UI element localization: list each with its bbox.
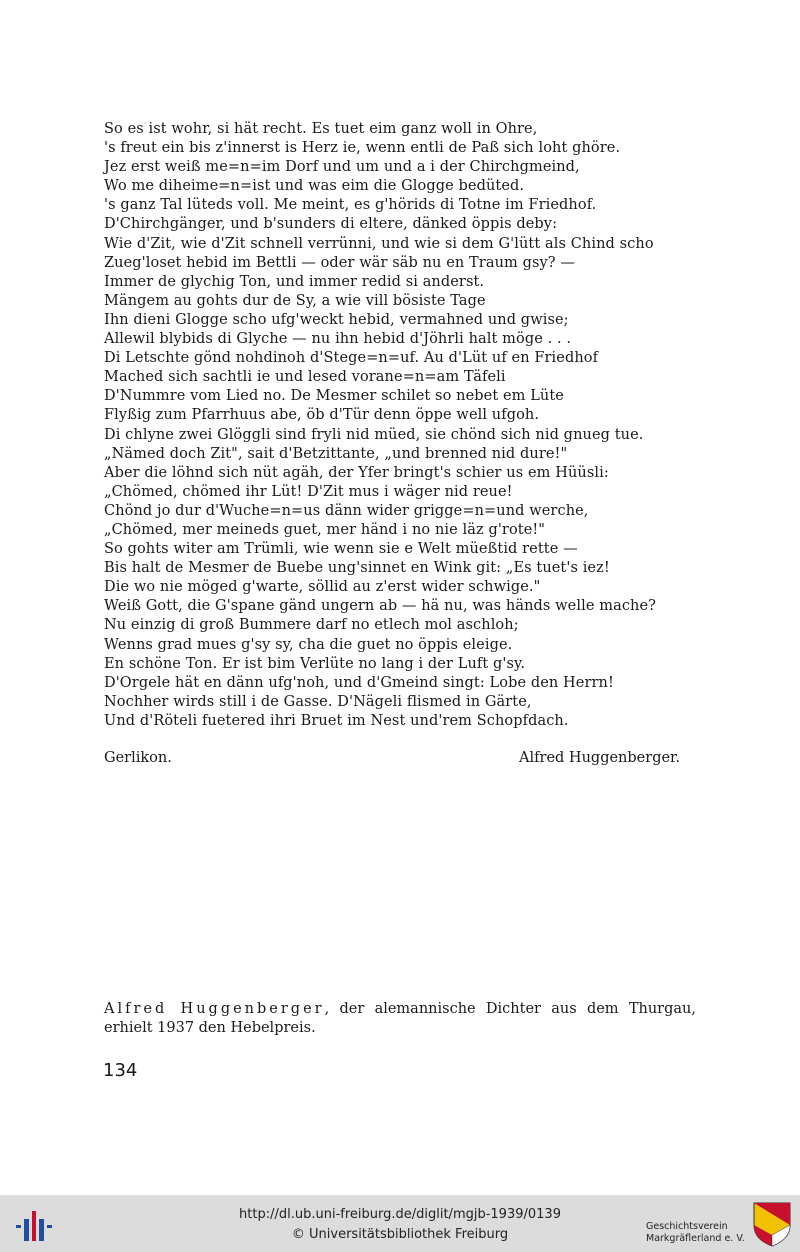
poem-text <box>104 120 684 731</box>
poem-line: Di chlyne zwei Glöggli sind fryli nid müed, sie chönd sich nid gnueg tue. <box>104 426 644 443</box>
copyright-notice: © Universitätsbibliothek Freiburg <box>291 1227 509 1242</box>
poem-line: Ihn dieni Glogge scho ufg'weckt hebid, vermahned und gwise; <box>104 311 569 328</box>
poem-line: Mached sich sachtli ie und lesed vorane=n=am Täfeli <box>104 369 506 386</box>
footnote-text: , der alemannische Dichter aus dem Thurgau, erhielt 1937 den Hebelpreis. <box>104 1001 696 1036</box>
society-name-line2: Markgräflerland e. V. <box>646 1233 745 1244</box>
poem-line: Und d'Röteli fuetered ihri Bruet im Nest und'rem Schopfdach. <box>104 712 569 729</box>
poem-line: 's freut ein bis z'innerst is Herz ie, wenn entli de Paß sich loht ghöre. <box>104 140 621 157</box>
poem-line: Di Letschte gönd nohdinoh d'Stege=n=uf. Au d'Lüt uf en Friedhof <box>104 350 599 367</box>
poem-line: Mängem au gohts dur de Sy, a wie vill bösiste Tage <box>104 292 486 309</box>
footnote <box>104 1000 696 1038</box>
poem-line: 's ganz Tal lüteds voll. Me meint, es g'hörids di Totne im Friedhof. <box>104 197 597 214</box>
poem-line: „Nämed doch Zit", sait d'Betzittante, „und brenned nid dure!" <box>104 445 568 462</box>
poem-line: Jez erst weiß me=n=im Dorf und um und a i der Chirchgmeind, <box>104 159 580 176</box>
poem-line: D'Nummre vom Lied no. De Mesmer schilet so nebet em Lüte <box>104 388 564 405</box>
poem-line: En schöne Ton. Er ist bim Verlüte no lang i der Luft g'sy. <box>104 655 526 672</box>
poem-line: Nu einzig di groß Bummere darf no etlech mol aschloh; <box>104 617 519 634</box>
poem-author: Alfred Huggenberger. <box>519 750 680 766</box>
poem-line: Immer de glychig Ton, und immer redid si anderst. <box>104 273 485 290</box>
poem-line: Nochher wirds still i de Gasse. D'Nägeli flismed in Gärte, <box>104 693 532 710</box>
permalink-url[interactable]: http://dl.ub.uni-freiburg.de/diglit/mgjb-1939/0139 <box>239 1207 561 1222</box>
poem-line: D'Orgele hät en dänn ufg'noh, und d'Gmeind singt: Lobe den Herrn! <box>104 674 614 691</box>
poem-line: Weiß Gott, die G'spane gänd ungern ab — hä nu, was händs welle mache? <box>104 598 657 615</box>
poem-line: So gohts witer am Trümli, wie wenn sie e Welt müeßtid rette — <box>104 541 578 558</box>
coat-of-arms-icon[interactable] <box>752 1201 792 1247</box>
poem-line: Bis halt de Mesmer de Buebe ung'sinnet en Wink git: „Es tuet's iez! <box>104 560 610 577</box>
poem-line: D'Chirchgänger, und b'sunders di eltere, dänked öppis deby: <box>104 216 558 233</box>
poem-line: Allewil blybids di Glyche — nu ihn hebid d'Jöhrli halt möge . . . <box>104 331 572 348</box>
page-number: 134 <box>103 1060 138 1081</box>
poem-line: Wenns grad mues g'sy sy, cha die guet no öppis eleige. <box>104 636 513 653</box>
society-name[interactable] <box>646 1221 745 1245</box>
poem-line: Wie d'Zit, wie d'Zit schnell verrünni, und wie si dem G'lütt als Chind scho <box>104 235 654 252</box>
poem-line: Aber die löhnd sich nüt agäh, der Yfer bringt's schier us em Hüüsli: <box>104 464 609 481</box>
poem-line: So es ist wohr, si hät recht. Es tuet eim ganz woll in Ohre, <box>104 121 538 137</box>
poem-line: Wo me diheime=n=ist und was eim die Glogge bedüted. <box>104 178 525 195</box>
poem-line: „Chömed, mer meineds guet, mer händ i no nie läz g'rote!" <box>104 521 546 538</box>
poem-line: Flyßig zum Pfarrhuus abe, öb d'Tür denn öppe well ufgoh. <box>104 407 540 424</box>
footnote-author-name: Alfred Huggenberger <box>104 1001 325 1017</box>
society-name-line1: Geschichtsverein <box>646 1221 728 1232</box>
viewer-footer <box>0 1195 800 1252</box>
poem-line: Chönd jo dur d'Wuche=n=us dänn wider grigge=n=und werche, <box>104 502 589 519</box>
poem-line: Zueg'loset hebid im Bettli — oder wär säb nu en Traum gsy? — <box>104 254 575 271</box>
poem-line: Die wo nie möged g'warte, söllid au z'erst wider schwige." <box>104 579 541 596</box>
poem-line: „Chömed, chömed ihr Lüt! D'Zit mus i wäger nid reue! <box>104 483 513 500</box>
poem-place: Gerlikon. <box>104 750 172 766</box>
